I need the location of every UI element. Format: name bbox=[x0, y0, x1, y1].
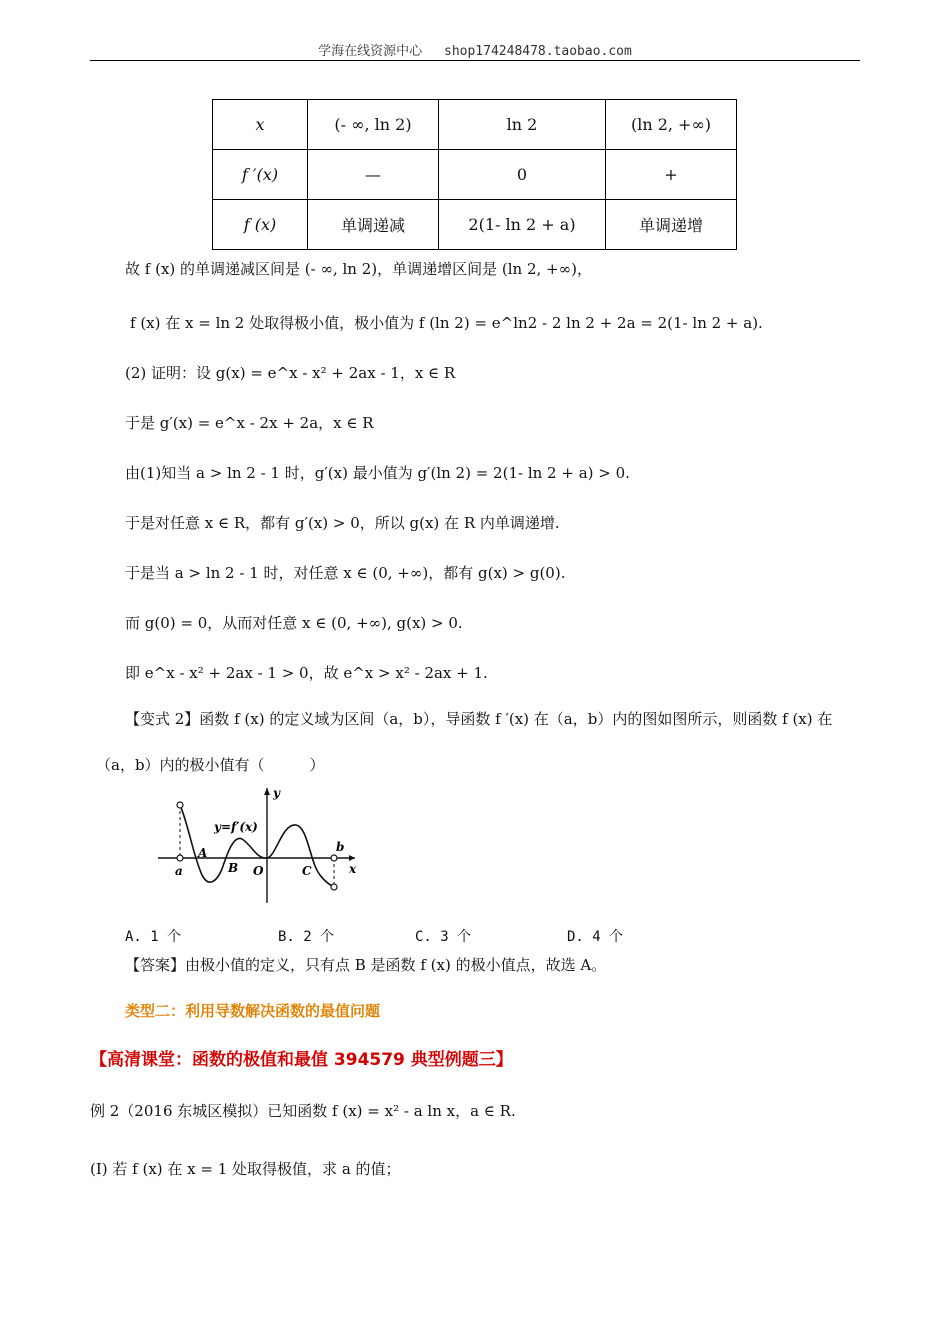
table-row bbox=[213, 100, 737, 150]
course-heading: 【高清课堂：函数的极值和最值 394579 典型例题三】 bbox=[90, 1050, 513, 1070]
header-site: 学海在线资源中心 bbox=[318, 44, 423, 59]
text-line: 于是 g′(x) = e^x - 2x + 2a，x ∈ R bbox=[125, 414, 374, 432]
option-c: C. 3 个 bbox=[415, 929, 472, 945]
text-line: f (x) 在 x = ln 2 处取得极小值，极小值为 f (ln 2) = e^ln2 - 2 ln 2 + 2a = 2(1- ln 2 + a). bbox=[130, 314, 763, 332]
example-line: 例 2（2016 东城区模拟）已知函数 f (x) = x² - a ln x，a ∈ R. bbox=[90, 1102, 516, 1120]
open-point-a bbox=[177, 855, 183, 861]
section-heading: 类型二：利用导数解决函数的最值问题 bbox=[125, 1002, 381, 1020]
y-axis-arrow bbox=[264, 788, 270, 795]
x-axis-arrow bbox=[349, 855, 355, 861]
table-row bbox=[213, 150, 737, 200]
table-cell: (ln 2, +∞) bbox=[606, 100, 737, 150]
a-label: a bbox=[175, 864, 183, 878]
answer-line: 【答案】由极小值的定义，只有点 B 是函数 f (x) 的极小值点，故选 A。 bbox=[125, 956, 607, 974]
table-cell: 单调递增 bbox=[606, 200, 737, 250]
table-cell: 单调递减 bbox=[308, 200, 439, 250]
table-cell: ln 2 bbox=[439, 100, 606, 150]
option-d: D. 4 个 bbox=[567, 929, 624, 945]
text-line: 故 f (x) 的单调递减区间是 (- ∞, ln 2)，单调递增区间是 (ln 2, +∞)， bbox=[125, 260, 592, 278]
variant-line: （a，b）内的极小值有（ ） bbox=[96, 756, 325, 774]
text-line: 于是对任意 x ∈ R，都有 g′(x) > 0，所以 g(x) 在 R 内单调递增. bbox=[125, 514, 560, 532]
point-B-label: B bbox=[228, 861, 239, 875]
y-axis-label: y bbox=[273, 786, 280, 800]
open-point-a-top bbox=[177, 802, 183, 808]
example-line: (Ⅰ) 若 f (x) 在 x = 1 处取得极值，求 a 的值； bbox=[90, 1160, 401, 1178]
open-point-b bbox=[331, 855, 337, 861]
page-header bbox=[90, 40, 860, 59]
table-cell: 0 bbox=[439, 150, 606, 200]
table-cell: f ′(x) bbox=[213, 150, 308, 200]
table-cell: (- ∞, ln 2) bbox=[308, 100, 439, 150]
curve-label: y=f′(x) bbox=[214, 820, 258, 834]
table-cell: — bbox=[308, 150, 439, 200]
table-cell: x bbox=[213, 100, 308, 150]
table-cell: 2(1- ln 2 + a) bbox=[439, 200, 606, 250]
text-line: 于是当 a > ln 2 - 1 时，对任意 x ∈ (0, +∞)，都有 g(x) > g(0). bbox=[125, 564, 566, 582]
text-line: (2) 证明：设 g(x) = e^x - x² + 2ax - 1，x ∈ R bbox=[125, 364, 456, 382]
option-b: B. 2 个 bbox=[278, 929, 335, 945]
point-O-label: O bbox=[253, 864, 264, 878]
header-rule bbox=[90, 60, 860, 61]
option-a: A. 1 个 bbox=[125, 929, 182, 945]
table-row bbox=[213, 200, 737, 250]
point-C-label: C bbox=[302, 864, 312, 878]
b-label: b bbox=[336, 840, 345, 854]
derivative-graph bbox=[150, 783, 365, 908]
open-point-b-bottom bbox=[331, 884, 337, 890]
point-A-label: A bbox=[198, 846, 208, 860]
text-line: 即 e^x - x² + 2ax - 1 > 0，故 e^x > x² - 2ax + 1. bbox=[125, 664, 488, 682]
monotonicity-table bbox=[212, 99, 737, 250]
table-cell: f (x) bbox=[213, 200, 308, 250]
text-line: 而 g(0) = 0，从而对任意 x ∈ (0, +∞), g(x) > 0. bbox=[125, 614, 463, 632]
variant-line: 【变式 2】函数 f (x) 的定义域为区间（a，b），导函数 f ′(x) 在（a，b）内的图如图所示，则函数 f (x) 在 bbox=[125, 710, 833, 728]
text-line: 由(1)知当 a > ln 2 - 1 时，g′(x) 最小值为 g′(ln 2) = 2(1- ln 2 + a) > 0. bbox=[125, 464, 630, 482]
header-url: shop174248478.taobao.com bbox=[444, 44, 632, 59]
table-cell: + bbox=[606, 150, 737, 200]
x-axis-label: x bbox=[349, 862, 357, 876]
